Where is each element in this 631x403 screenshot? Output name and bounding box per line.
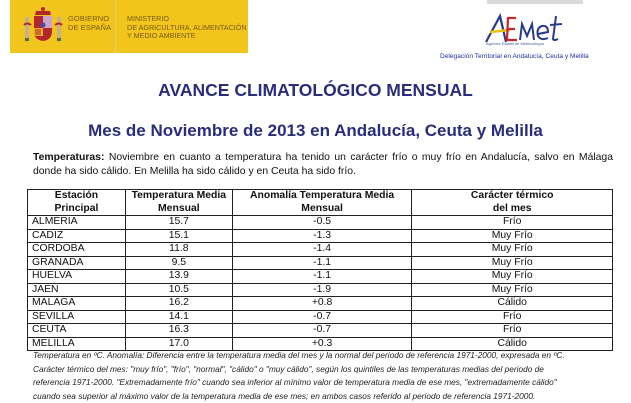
character-cell: Muy Frío xyxy=(412,256,613,270)
temp-cell: 14.1 xyxy=(125,310,232,324)
anomaly-cell: -1.4 xyxy=(232,243,412,257)
table-row xyxy=(28,256,613,270)
page-title: AVANCE CLIMATOLÓGICO MENSUAL xyxy=(158,80,473,100)
header-temp: Temperatura Media Mensual xyxy=(125,190,232,216)
header-character: Carácter térmico del mes xyxy=(412,190,613,216)
ministry-line-2: DE AGRICULTURA, ALIMENTACIÓN xyxy=(127,22,247,32)
character-cell: Muy Frío xyxy=(412,283,613,297)
station-cell: HUELVA xyxy=(28,270,126,284)
anomaly-cell: -1.1 xyxy=(232,256,412,270)
station-cell: SEVILLA xyxy=(28,310,126,324)
temperatures-paragraph xyxy=(33,151,613,178)
footnote-line: Temperatura en ºC. Anomalía: Diferencia entre la temperatura media del mes y la normal del periodo de referencia 1971-2000, expresada en ºC. xyxy=(33,350,565,360)
temp-cell: 16.3 xyxy=(125,324,232,338)
character-cell: Muy Frío xyxy=(412,229,613,243)
paragraph-label: Temperaturas: xyxy=(33,152,105,163)
temp-cell: 16.2 xyxy=(125,297,232,311)
gov-line-2: DE ESPAÑA xyxy=(68,23,112,32)
header-grey-bar xyxy=(487,0,583,4)
anomaly-cell: -0.5 xyxy=(232,216,412,230)
station-cell: CEUTA xyxy=(28,324,126,338)
station-cell: JAEN xyxy=(28,283,126,297)
temp-cell: 9.5 xyxy=(125,256,232,270)
banner-divider xyxy=(115,0,116,53)
footnote-line: Carácter térmico del mes: "muy frío", "frío", "normal", "cálido" o "muy cálido", según los quintiles de las temperaturas medias del periodo de xyxy=(33,363,544,374)
station-cell: GRANADA xyxy=(28,256,126,270)
table-row xyxy=(28,324,613,338)
temp-cell: 13.9 xyxy=(125,270,232,284)
station-cell: ALMERIA xyxy=(28,216,126,230)
page-subtitle: Mes de Noviembre de 2013 en Andalucía, Ceuta y Melilla xyxy=(88,121,543,140)
ministry-line-3: Y MEDIO AMBIENTE xyxy=(127,31,196,41)
temp-cell: 11.8 xyxy=(125,243,232,257)
table-row xyxy=(28,297,613,311)
table-row xyxy=(28,310,613,324)
character-cell: Cálido xyxy=(412,297,613,311)
station-cell: MELILLA xyxy=(28,337,126,351)
temp-cell: 15.1 xyxy=(125,229,232,243)
paragraph-text: Noviembre en cuanto a temperatura ha tenido un carácter frío o muy frío en Andalucía, salvo en Málaga donde ha sido cálido. En Melilla ha sido cálido y en Ceuta ha sido frío. xyxy=(33,152,613,177)
table-row xyxy=(28,216,613,230)
footnote-line: referencia 1971-2000. "Extremadamente frío" cuando sea inferior al mínimo valor de temperatura media de ese mes, "extremadamente cálido" xyxy=(33,377,557,388)
table-row xyxy=(28,229,613,243)
anomaly-cell: -0.7 xyxy=(232,310,412,324)
anomaly-cell: +0.8 xyxy=(232,297,412,311)
character-cell: Cálido xyxy=(412,337,613,351)
station-cell: CORDOBA xyxy=(28,243,126,257)
table-row xyxy=(28,270,613,284)
anomaly-cell: +0.3 xyxy=(232,337,412,351)
table-row xyxy=(28,283,613,297)
gobierno-banner xyxy=(10,0,248,53)
header-anomaly: Anomalía Temperatura Media Mensual xyxy=(232,190,412,216)
station-cell: CADIZ xyxy=(28,229,126,243)
anomaly-cell: -1.3 xyxy=(232,229,412,243)
footnote-line: cuando sea superior al máximo valor de la temperatura media de ese mes; en ambos casos referido al periodo de referencia 1971-2000. xyxy=(33,390,536,401)
aemet-subtitle: Agencia Estatal de Meteorología xyxy=(486,41,544,46)
character-cell: Muy Frío xyxy=(412,243,613,257)
temp-cell: 15.7 xyxy=(125,216,232,230)
anomaly-cell: -1.1 xyxy=(232,270,412,284)
anomaly-cell: -1.9 xyxy=(232,283,412,297)
character-cell: Frío xyxy=(412,216,613,230)
ministry-line-1: MINISTERIO xyxy=(127,14,169,23)
coat-of-arms-icon xyxy=(22,5,64,45)
station-cell: MALAGA xyxy=(28,297,126,311)
character-cell: Frío xyxy=(412,310,613,324)
table-row xyxy=(28,243,613,257)
character-cell: Muy Frío xyxy=(412,270,613,284)
anomaly-cell: -0.7 xyxy=(232,324,412,338)
temp-cell: 10.5 xyxy=(125,283,232,297)
character-cell: Frío xyxy=(412,324,613,338)
temp-cell: 17.0 xyxy=(125,337,232,351)
gov-line-1: GOBIERNO xyxy=(68,14,110,23)
delegacion-text: Delegación Territorial en Andalucía, Ceuta y Melilla xyxy=(440,53,589,60)
header-station: Estación Principal xyxy=(28,190,126,216)
temperature-table xyxy=(27,189,613,351)
table-header-row xyxy=(28,190,613,216)
ministry-text xyxy=(127,15,247,41)
footnote xyxy=(33,349,623,403)
gobierno-text xyxy=(68,14,111,32)
